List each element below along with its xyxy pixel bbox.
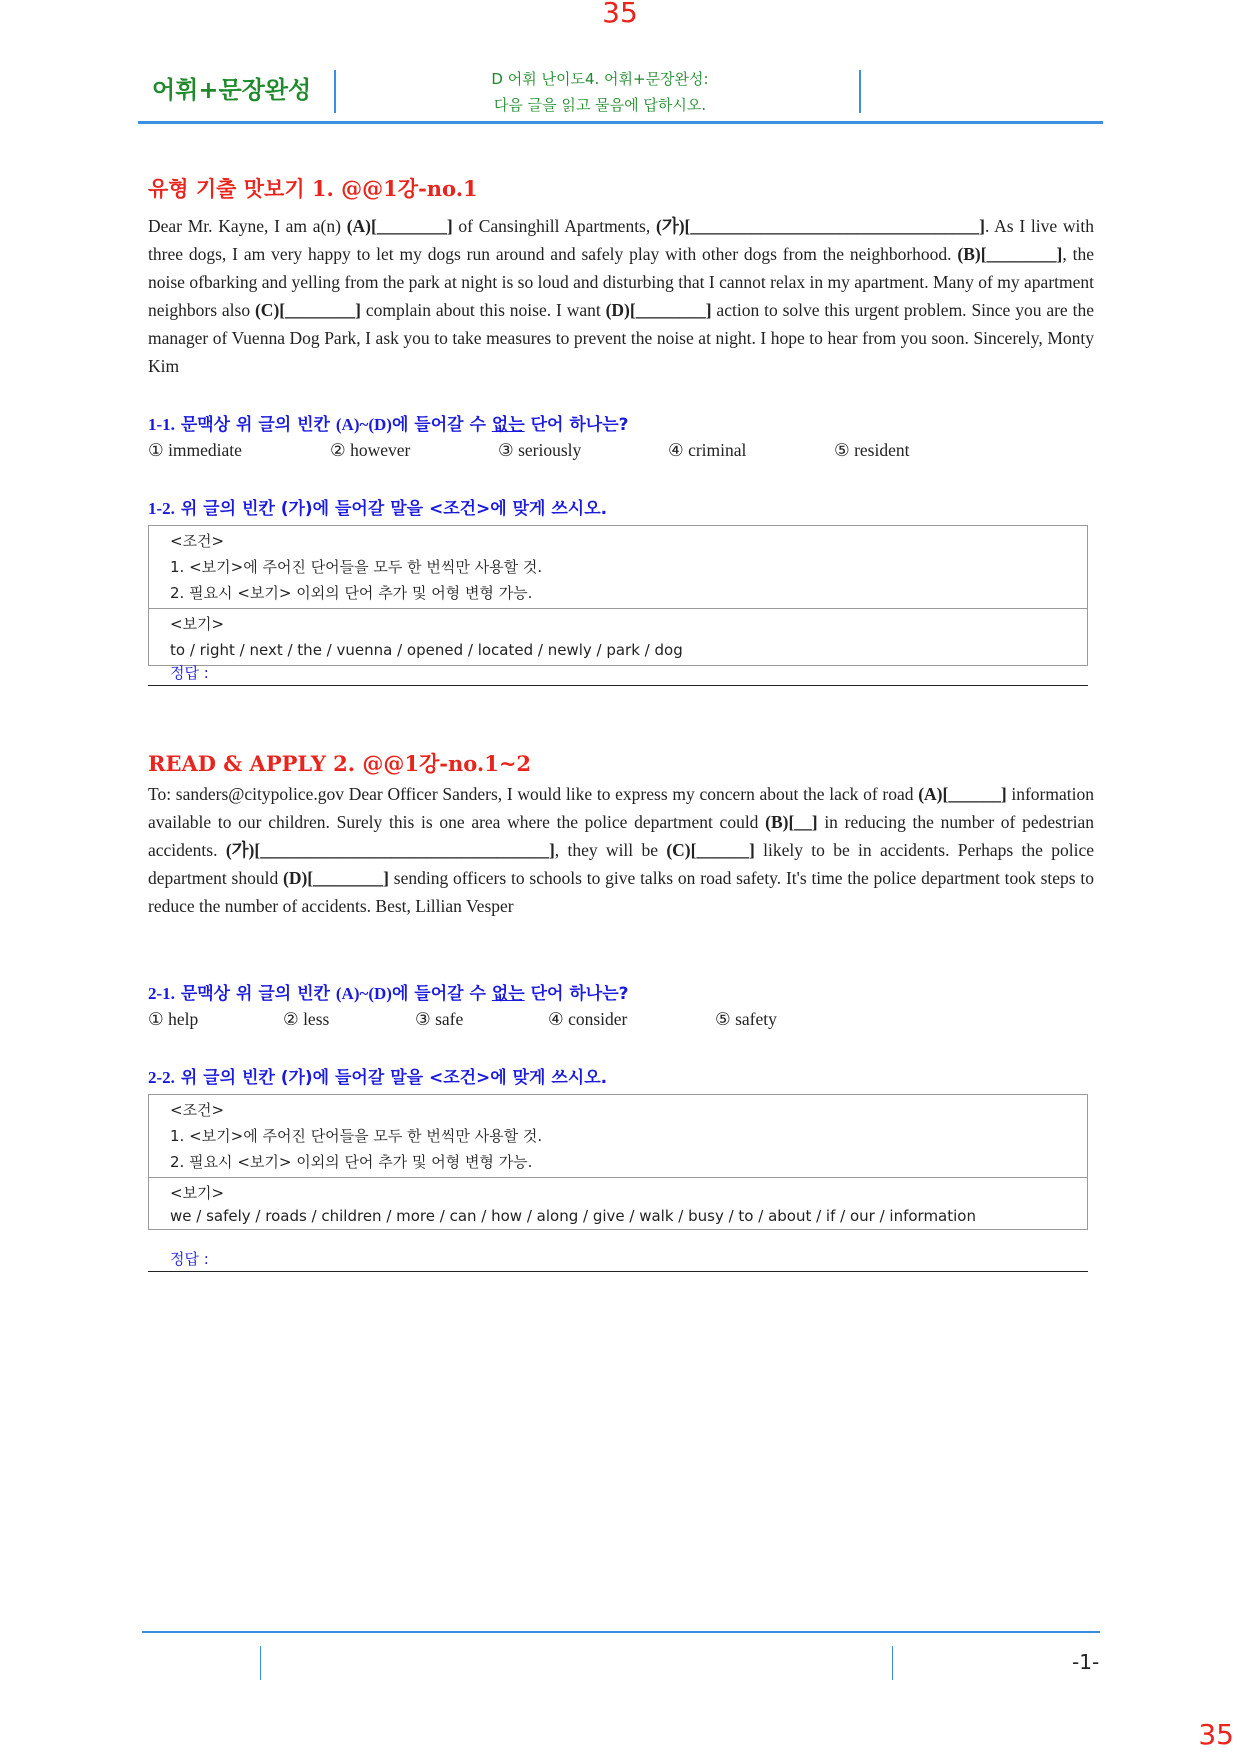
condition-label: <조건> — [170, 1101, 225, 1119]
answer-label: 정답 : — [170, 664, 209, 682]
option-5[interactable]: ⑤ safety — [715, 1009, 777, 1029]
condition-1: 1. <보기>에 주어진 단어들을 모두 한 번씩만 사용할 것. — [170, 558, 543, 576]
section2-title: READ & APPLY 2. @@1강-no.1~2 — [148, 751, 532, 776]
question-1-1-title — [148, 410, 628, 435]
condition-2: 2. 필요시 <보기> 이외의 단어 추가 및 어형 변형 가능. — [170, 1153, 533, 1171]
question-number: 2-2. — [148, 1068, 175, 1087]
section1-passage — [148, 212, 1099, 380]
question-text: 문맥상 위 글의 빈칸 — [174, 984, 336, 1004]
condition-2: 2. 필요시 <보기> 이외의 단어 추가 및 어형 변형 가능. — [170, 584, 533, 602]
question-number: 1-2. — [148, 499, 175, 518]
question-emphasis: 없는 — [491, 984, 525, 1004]
option-4[interactable]: ④ consider — [548, 1009, 628, 1029]
question-text: 위 글의 빈칸 (가)에 들어갈 말을 <조건>에 맞게 쓰시오. — [174, 1068, 608, 1088]
answer-label: 정답 : — [170, 1250, 209, 1268]
option-2[interactable]: ② less — [283, 1009, 330, 1029]
passage-text: information available to our children. Surely this is one area where the police department could — [148, 784, 1099, 832]
question-2-2-title — [148, 1063, 607, 1088]
blank-a: (A)[______] — [918, 784, 1007, 804]
header-desc-line1: D 어휘 난이도4. 어휘+문장완성: — [491, 70, 709, 88]
bogi-words: to / right / next / the / vuenna / opened / located / newly / park / dog — [170, 641, 683, 659]
question-number: 2-1. — [148, 984, 175, 1003]
option-3[interactable]: ③ seriously — [498, 440, 582, 460]
passage-text: Dear Mr. Kayne, I am a(n) — [148, 216, 347, 236]
passage-text: sending officers to schools to give talks on road safety. It's time the police department took steps to reduce the number of accidents. Best, Lillian Vesper — [148, 868, 1099, 916]
question-text: 문맥상 위 글의 빈칸 — [174, 415, 336, 435]
passage-text: , they will be — [554, 840, 667, 860]
option-1[interactable]: ① immediate — [148, 440, 242, 460]
option-1[interactable]: ① help — [148, 1009, 199, 1029]
blank-d: (D)[________] — [605, 300, 712, 320]
option-2[interactable]: ② however — [330, 440, 411, 460]
question-emphasis: 없는 — [491, 415, 525, 435]
option-3[interactable]: ③ safe — [415, 1009, 464, 1029]
passage-text: likely to be in accidents. Perhaps the police department should — [148, 840, 1099, 888]
question-2-1-title — [148, 979, 628, 1004]
question-text: 에 들어갈 수 — [391, 415, 492, 435]
question-text: (A)~(D) — [335, 415, 392, 434]
question-number: 1-1. — [148, 415, 175, 434]
condition-1: 1. <보기>에 주어진 단어들을 모두 한 번씩만 사용할 것. — [170, 1127, 543, 1145]
condition-box — [148, 525, 1088, 666]
header-rule — [138, 121, 1103, 124]
blank-c: (C)[______] — [666, 840, 755, 860]
option-5[interactable]: ⑤ resident — [834, 440, 910, 460]
blank-a: (A)[________] — [346, 216, 453, 236]
bogi-words: we / safely / roads / children / more / can / how / along / give / walk / busy / to / about / if / our / information — [170, 1207, 976, 1225]
bogi-label: <보기> — [170, 615, 225, 633]
passage-text: complain about this noise. I want — [360, 300, 606, 320]
header-desc-line2: 다음 글을 읽고 물음에 답하시오. — [493, 96, 707, 114]
header-description — [400, 66, 800, 118]
answer-line[interactable] — [148, 685, 1088, 686]
blank-b: (B)[__] — [765, 812, 818, 832]
question-text: (A)~(D) — [335, 984, 392, 1003]
condition-box — [148, 1094, 1088, 1230]
question-text: 에 들어갈 수 — [391, 984, 492, 1004]
condition-label: <조건> — [170, 532, 225, 550]
blank-c: (C)[________] — [254, 300, 361, 320]
section2-passage — [148, 780, 1099, 920]
answer-line[interactable] — [148, 1271, 1088, 1272]
footer-page-number: -1- — [1072, 1650, 1100, 1674]
footer-rule — [142, 1631, 1100, 1633]
bogi-label: <보기> — [170, 1184, 225, 1202]
blank-ga: (가)[_________________________________] — [656, 216, 985, 236]
page-number-bottom: 35 — [1198, 1718, 1234, 1751]
header-divider-left — [334, 70, 336, 113]
passage-text: , the noise ofbarking and yelling from the park at night is so loud and disturbing that I cannot relax in my apartment. Many of my apartment neighbors also — [148, 244, 1099, 320]
question-text: 위 글의 빈칸 (가)에 들어갈 말을 <조건>에 맞게 쓰시오. — [174, 499, 608, 519]
section1-title: 유형 기출 맛보기 1. @@1강-no.1 — [148, 176, 478, 201]
header-title: 어휘+문장완성 — [152, 76, 312, 104]
header-divider-right — [859, 70, 861, 113]
page-number-top: 35 — [602, 0, 638, 29]
question-text: 단어 하나는? — [524, 984, 629, 1004]
passage-text: action to solve this urgent problem. Since you are the manager of Vuenna Dog Park, I ask you to take measures to prevent the noise at night. I hope to hear from you soon. Sincerely, Monty Kim — [148, 300, 1099, 376]
footer-divider-left — [260, 1646, 261, 1680]
passage-text: . As I live with three dogs, I am very happy to let my dogs run around and safely play with other dogs from the neighborhood. — [148, 216, 1099, 264]
blank-ga: (가)[_________________________________] — [225, 840, 555, 860]
option-4[interactable]: ④ criminal — [668, 440, 747, 460]
passage-text: To: sanders@citypolice.gov Dear Officer Sanders, I would like to express my concern about the lack of road — [148, 784, 919, 804]
blank-d: (D)[________] — [283, 868, 389, 888]
question-1-2-title — [148, 494, 607, 519]
passage-text: in reducing the number of pedestrian accidents. — [148, 812, 1099, 860]
footer-divider-right — [892, 1646, 893, 1680]
question-text: 단어 하나는? — [524, 415, 629, 435]
blank-b: (B)[________] — [957, 244, 1063, 264]
passage-text: of Cansinghill Apartments, — [452, 216, 656, 236]
